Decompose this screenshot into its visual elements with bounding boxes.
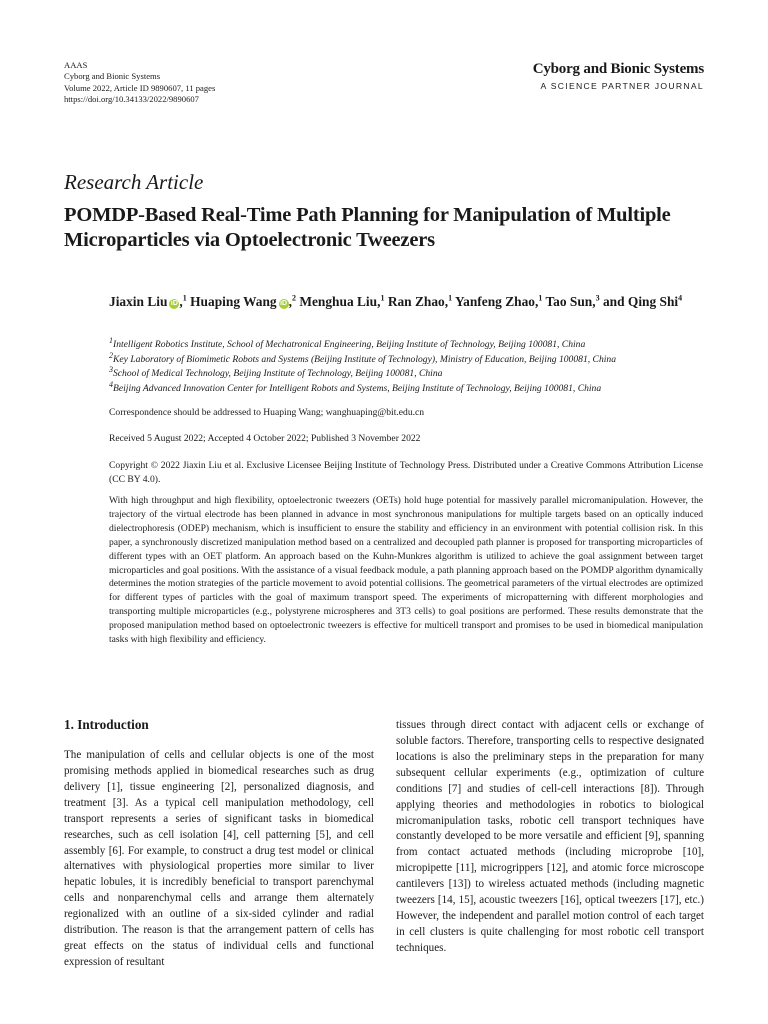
orcid-icon[interactable]: iD [280, 300, 288, 307]
author-name: Menghua Liu [299, 294, 378, 309]
affiliation-number: 4 [109, 379, 113, 389]
affiliation-number: 2 [109, 350, 113, 360]
affiliation-text: School of Medical Technology, Beijing Institute of Technology, Beijing 100081, China [113, 368, 443, 380]
publication-dates: Received 5 August 2022; Accepted 4 October 2022; Published 3 November 2022 [109, 433, 421, 444]
author: Huaping Wang iD ,$^2$ [190, 293, 296, 309]
author-name: Qing Shi [627, 294, 679, 309]
affiliation-marker: 1 [448, 293, 453, 303]
affiliation-text: Intelligent Robotics Institute, School of Mechatronical Engineering, Beijing Institute of Technology, Beijing 100081, China [113, 339, 586, 350]
section-heading-introduction: 1. Introduction [64, 717, 149, 732]
author-name: Ran Zhao [387, 294, 445, 309]
orcid-icon[interactable]: iD [170, 300, 178, 307]
affiliation-marker: 1 [538, 293, 543, 303]
affiliation-marker: 4 [678, 293, 683, 303]
author: Jiaxin Liu iD ,$^1$ [109, 293, 187, 309]
article-type: Research Article [64, 170, 204, 194]
journal-logo-name: Cyborg and Bionic Systems [532, 61, 704, 77]
body-column-left: The manipulation of cells and cellular objects is one of the most promising methods applied in biomedical researches such as drug delivery [1], tissue engineering [2], personalized diagnosis, and treatment [3]. As a typical cell manipulation methodology, cell transport represents a series of significant tasks in biomedical researches, such as cell isolation [4], cell patterning [5], and cell assembly [6]. For example, to construct a drug test model or clinical alternatives with physiological properties more similar to liver hepatic lobules, it is incredibly beneficial to transport parenchymal cells and nonparenchymal cells and arrange them alternately regionalized with an outline of a six-sided cylinder and radial distribution. The reason is that the arrangement pattern of cells has great effects on the status of individual cells and functional expression of resultant [64, 749, 374, 968]
affiliation-marker: 1 [380, 293, 385, 303]
article-title: POMDP-Based Real-Time Path Planning for Manipulation of Multiple Microparticles via Optoelectronic Tweezers [64, 204, 671, 251]
author: Ran Zhao,$^1$ [387, 293, 453, 309]
journal-tagline: A SCIENCE PARTNER JOURNAL [540, 81, 704, 91]
author-list [109, 292, 709, 311]
affiliation [109, 379, 729, 397]
journal-line: Cyborg and Bionic Systems [64, 71, 161, 82]
author-name: Tao Sun [545, 294, 593, 309]
doi-link[interactable]: https://doi.org/10.34133/2022/9890607 [64, 94, 199, 105]
article-meta [64, 60, 215, 106]
publisher: AAAS [64, 60, 88, 70]
author [628, 294, 682, 309]
correspondence: Correspondence should be addressed to Huaping Wang; wanghuaping@bit.edu.cn [109, 407, 425, 418]
author: Tao Sun,$^3$ [545, 293, 600, 309]
author-conjunction: and [602, 294, 625, 309]
journal-brand [533, 60, 704, 91]
author-name: Huaping Wang [190, 294, 277, 309]
affiliation [109, 367, 729, 382]
abstract: With high throughput and high flexibility, optoelectronic tweezers (OETs) hold huge potential for massively parallel micromanipulation. However, the trajectory of the virtual electrode has been planned in advance in most synchronous manipulations for multiple targets based on an optically induced dielectrophoresis (ODEP) mechanism, which is insufficient to ensure the stability and efficiency in an environment with potential collision risk. In this paper, a synchronously discretized manipulation method based on a centralized and decoupled path planner is proposed for transporting microparticles of different types with an OET platform. An approach based on the Kuhn-Munkres algorithm is utilized to achieve the goal assignment between target microparticles and goal positions. With the assistance of a visual feedback module, a path planning approach based on the POMDP algorithm dynamically determines the motion strategies of the particle movement to avoid potential collisions. The geometrical parameters of the virtual electrodes are optimized for different types of particles with the goal of maximum transport speed. The experiments of micropatterning with different morphologies and transporting multiple microparticles (e.g., polystyrene microspheres and 3T3 cells) to goal positions are performed. These results demonstrate that the proposed manipulation method based on optoelectronic tweezers is effective for multicell transport and promises to be used in biomedical manipulation tasks with high flexibility and efficiency. [109, 495, 703, 646]
affiliation-number: 3 [109, 365, 113, 374]
affiliation-text: Key Laboratory of Biomimetic Robots and Systems (Beijing Institute of Technology), Ministry of Education, Beijing 100081, China [113, 353, 616, 365]
affiliation-number: 1 [109, 335, 113, 345]
body-column-right: tissues through direct contact with adjacent cells or exchange of soluble factors. Therefore, transporting cells to respective designated locations is also the preliminary steps in the preparation for many subsequent cellular experiments (e.g., optimization of culture conditions [7] and studies of cell-cell interactions [8]). Through applying theories and methodologies in robotics to biological micromanipulation tasks, robotic cell transport techniques have constantly developed to be more versatile and efficient [9], spanning from contact actuated methods (including microprobe [10], micropipette [11], microgrippers [12], and atomic force microscope cantilevers [13]) to wireless actuated methods (including magnetic tweezers [14, 15], acoustic tweezers [16], optical tweezers [17], etc.) However, the independent and parallel motion control of each target in cell clusters is quite challenging for most robotic cell transport techniques. [396, 719, 704, 954]
affiliation-marker: 2 [291, 293, 296, 303]
affiliation-marker: 1 [182, 293, 187, 303]
affiliation-marker: 3 [595, 293, 600, 303]
affiliation-text: Beijing Advanced Innovation Center for Intelligent Robots and Systems, Beijing Institute of Technology, Beijing 100081, China [113, 382, 602, 394]
author: Yanfeng Zhao,$^1$ [454, 293, 543, 309]
copyright-notice: Copyright © 2022 Jiaxin Liu et al. Exclusive Licensee Beijing Institute of Technology Press. Distributed under a Creative Commons Attribution License (CC BY 4.0). [109, 460, 703, 485]
volume-info: Volume 2022, Article ID 9890607, 11 pages [64, 82, 216, 93]
author: Menghua Liu,$^1$ [299, 293, 385, 309]
affiliation [109, 350, 729, 368]
author-name: Jiaxin Liu [109, 294, 168, 309]
author-name: Yanfeng Zhao [454, 294, 535, 309]
affiliation [109, 335, 729, 353]
affiliations [109, 335, 729, 396]
